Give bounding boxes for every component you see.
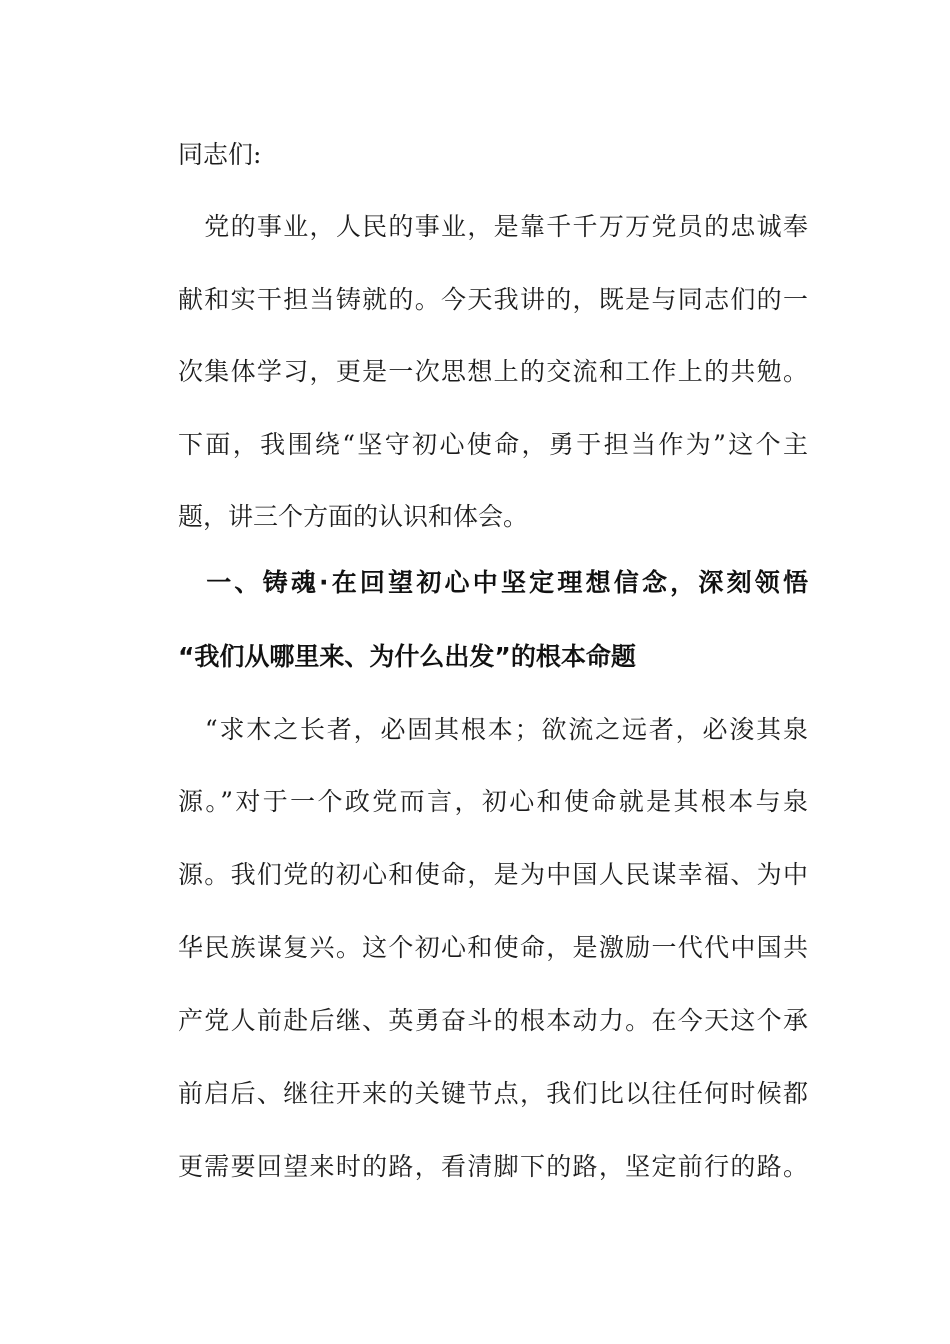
body-line-5: 产党人前赴后继、英勇奋斗的根本动力。在今天这个承 [178, 1006, 808, 1035]
intro-line-2: 献和实干担当铸就的。今天我讲的，既是与同志们的一 [178, 285, 808, 314]
intro-line-1: 党的事业，人民的事业，是靠千千万万党员的忠诚奉 [178, 212, 808, 241]
body-line-1: “求木之长者，必固其根本；欲流之远者，必浚其泉 [178, 715, 808, 744]
body-line-3: 源。我们党的初心和使命，是为中国人民谋幸福、为中 [178, 860, 808, 889]
salutation: 同志们: [178, 140, 262, 169]
body-line-6: 前启后、继往开来的关键节点，我们比以往任何时候都 [178, 1079, 808, 1108]
body-line-2: 源。”对于一个政党而言，初心和使命就是其根本与泉 [178, 787, 808, 816]
section-heading-line-2: “我们从哪里来、为什么出发”的根本命题 [178, 642, 636, 671]
intro-line-3: 次集体学习，更是一次思想上的交流和工作上的共勉。 [178, 357, 808, 386]
section-heading-line-1: 一、铸魂·在回望初心中坚定理想信念，深刻领悟 [178, 568, 808, 597]
body-line-4: 华民族谋复兴。这个初心和使命，是激励一代代中国共 [178, 933, 808, 962]
intro-line-5: 题，讲三个方面的认识和体会。 [178, 502, 529, 531]
intro-line-4: 下面，我围绕“坚守初心使命，勇于担当作为”这个主 [178, 430, 808, 459]
body-line-7: 更需要回望来时的路，看清脚下的路，坚定前行的路。 [178, 1152, 808, 1181]
